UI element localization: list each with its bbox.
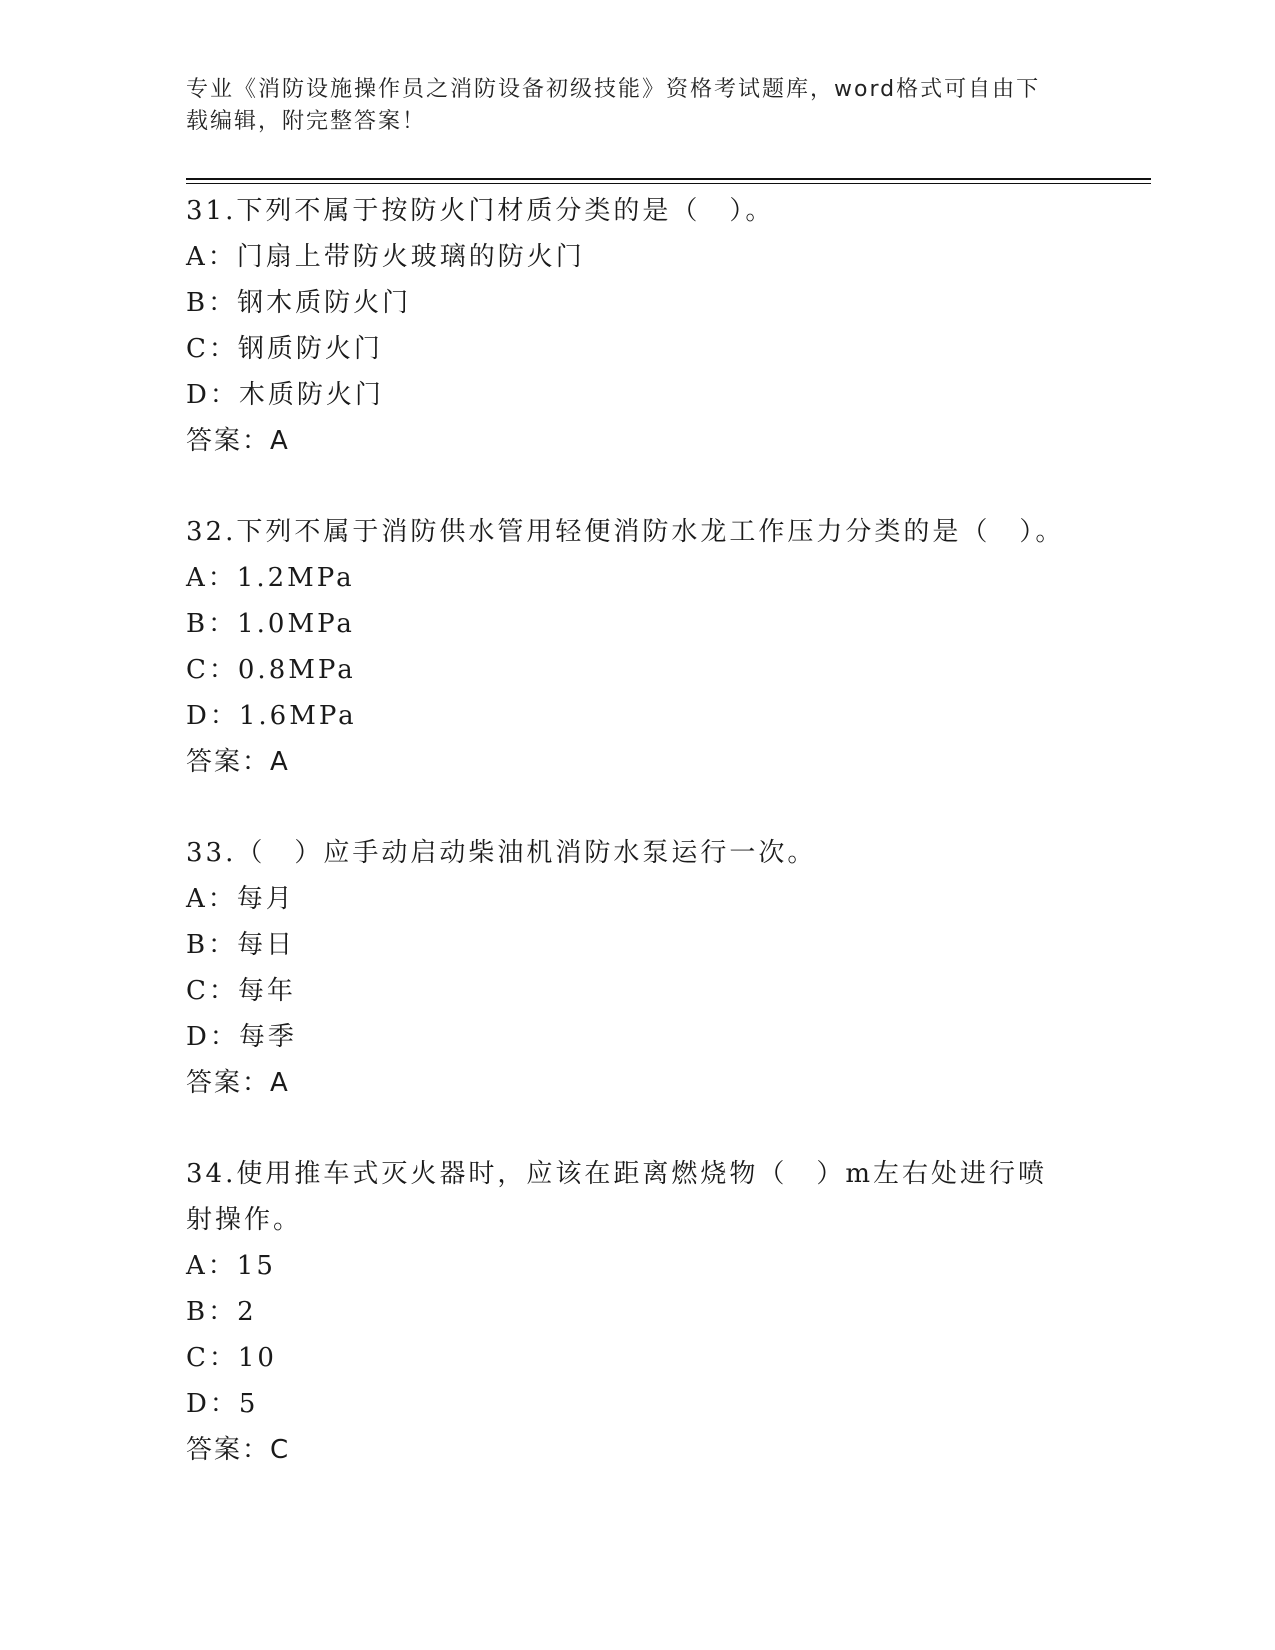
question-stem: 32.下列不属于消防供水管用轻便消防水龙工作压力分类的是（ ）。: [186, 517, 1065, 547]
option-a: A：门扇上带防火玻璃的防火门: [186, 242, 585, 272]
answer: 答案：A: [186, 747, 290, 777]
question-list: [186, 188, 1066, 1518]
question-33: [186, 830, 1066, 1106]
answer: 答案：A: [186, 426, 290, 456]
document-header: [186, 74, 1066, 138]
option-d: D：5: [186, 1389, 259, 1419]
question-stem: 34.使用推车式灭火器时，应该在距离燃烧物（ ）m左右处进行喷射操作。: [186, 1159, 1048, 1235]
answer: 答案：A: [186, 1068, 290, 1098]
question-stem: 33.（ ）应手动启动柴油机消防水泵运行一次。: [186, 838, 817, 868]
option-b: B：钢木质防火门: [186, 288, 412, 318]
answer: 答案：C: [186, 1435, 291, 1465]
option-c: C：钢质防火门: [186, 334, 383, 364]
question-32: [186, 509, 1066, 785]
option-b: B：每日: [186, 930, 296, 960]
option-a: A：1.2MPa: [186, 563, 355, 593]
option-c: C：每年: [186, 976, 296, 1006]
header-divider-thick: [186, 178, 1151, 180]
question-stem: 31.下列不属于按防火门材质分类的是（ ）。: [186, 196, 775, 226]
header-line-1: 专业《消防设施操作员之消防设备初级技能》资格考试题库，word格式可自由下: [186, 77, 1041, 102]
option-d: D：木质防火门: [186, 380, 384, 410]
question-34: [186, 1151, 1066, 1473]
option-d: D：每季: [186, 1022, 297, 1052]
option-b: B：2: [186, 1297, 257, 1327]
header-divider-thin: [186, 183, 1151, 184]
option-d: D：1.6MPa: [186, 701, 357, 731]
option-b: B：1.0MPa: [186, 609, 355, 639]
option-a: A：每月: [186, 884, 295, 914]
option-c: C：0.8MPa: [186, 655, 356, 685]
option-a: A：15: [186, 1251, 276, 1281]
option-c: C：10: [186, 1343, 277, 1373]
question-31: [186, 188, 1066, 464]
header-line-2: 载编辑，附完整答案！: [186, 109, 427, 134]
